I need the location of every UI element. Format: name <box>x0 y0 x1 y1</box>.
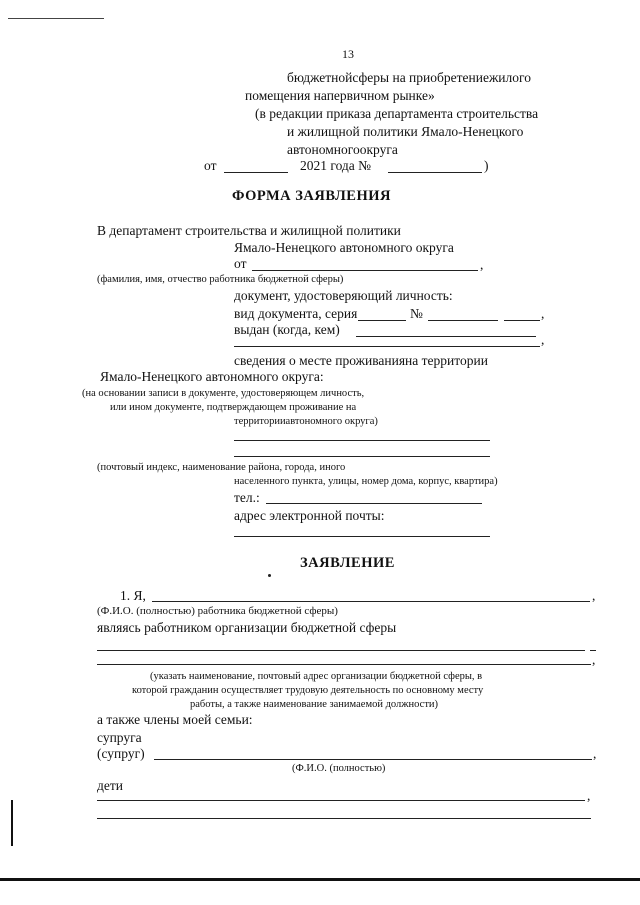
scan-top-line <box>8 18 104 19</box>
statement-title: ЗАЯВЛЕНИЕ <box>300 555 395 571</box>
residence-line-1: сведения о месте проживанияна территории <box>234 353 488 368</box>
spouse-blank[interactable] <box>154 759 592 760</box>
fio-comma: , <box>592 588 596 603</box>
family-text: а также члены моей семьи: <box>97 712 253 727</box>
doc-issued-comma: , <box>541 332 545 347</box>
residence-hint-1: (на основании записи в документе, удостоверяющем личность, <box>82 388 365 399</box>
from-comma: , <box>480 257 484 272</box>
email-blank[interactable] <box>234 536 490 537</box>
children-blank-1[interactable] <box>97 800 585 801</box>
addressee-line-2: Ямало-Ненецкого автономного округа <box>234 240 454 255</box>
header-date-prefix: от <box>204 158 217 173</box>
phone-label: тел.: <box>234 490 260 505</box>
children-blank-2[interactable] <box>97 818 591 819</box>
date-blank[interactable] <box>224 172 288 173</box>
header-line-3: (в редакции приказа департамента строительства <box>255 106 539 121</box>
form-title: ФОРМА ЗАЯВЛЕНИЯ <box>232 188 391 204</box>
fio-hint: (фамилия, имя, отчество работника бюджетной сферы) <box>97 274 344 285</box>
spouse-label-2: (супруг) <box>97 746 145 761</box>
scan-bottom-bar <box>0 878 640 881</box>
email-label: адрес электронной почты: <box>234 508 385 523</box>
postal-hint-1: (почтовый индекс, наименование района, города, иного <box>97 462 346 473</box>
doc-number-label: № <box>410 306 423 321</box>
children-comma: , <box>587 788 591 803</box>
doc-series-blank[interactable] <box>358 320 406 321</box>
order-number-blank[interactable] <box>388 172 482 173</box>
scan-dot <box>268 574 271 577</box>
from-label: от <box>234 256 247 271</box>
org-blank-1-tail[interactable] <box>590 650 596 651</box>
children-label: дети <box>97 778 123 793</box>
org-comma: , <box>592 652 596 667</box>
residence-line-2: Ямало-Ненецкого автономного округа: <box>100 369 324 384</box>
addressee-line-1: В департамент строительства и жилищной политики <box>97 223 401 238</box>
phone-blank[interactable] <box>266 503 482 504</box>
page-number: 13 <box>342 47 354 61</box>
org-hint-3: работы, а также наименование занимаемой должности) <box>190 699 439 710</box>
doc-number-blank[interactable] <box>428 320 498 321</box>
doc-number-blank-2[interactable] <box>504 320 540 321</box>
doc-issued-blank[interactable] <box>356 336 536 337</box>
doc-type-label: вид документа, серия <box>234 306 358 321</box>
residence-blank-2[interactable] <box>234 456 490 457</box>
scan-left-mark <box>11 800 13 846</box>
statement-fio-hint: (Ф.И.О. (полностью) работника бюджетной сферы) <box>97 605 338 617</box>
residence-hint-2: или ином документе, подтверждающем проживание на <box>110 402 357 413</box>
header-line-1: бюджетнойсферы на приобретениежилого <box>287 70 531 85</box>
item-1-label: 1. Я, <box>120 588 146 603</box>
doc-label: документ, удостоверяющий личность: <box>234 288 453 303</box>
fio-blank[interactable] <box>152 601 590 602</box>
header-date-close: ) <box>484 158 489 173</box>
spouse-label-1: супруга <box>97 730 142 745</box>
header-line-5: автономногоокруга <box>287 142 398 157</box>
residence-blank-1[interactable] <box>234 440 490 441</box>
spouse-hint: (Ф.И.О. (полностью) <box>292 763 386 774</box>
spouse-comma: , <box>593 746 597 761</box>
residence-hint-3: территорииавтономного округа) <box>234 416 378 427</box>
from-blank[interactable] <box>252 270 478 271</box>
org-hint-1: (указать наименование, почтовый адрес организации бюджетной сферы, в <box>150 671 483 682</box>
header-line-2: помещения напервичном рынке» <box>245 88 435 103</box>
doc-number-comma: , <box>541 306 545 321</box>
header-date-year: 2021 года № <box>300 158 372 173</box>
header-line-4: и жилищной политики Ямало-Ненецкого <box>287 124 524 139</box>
postal-hint-2: населенного пункта, улицы, номер дома, корпус, квартира) <box>234 476 498 487</box>
org-blank-2[interactable] <box>97 664 591 665</box>
doc-issued-label: выдан (когда, кем) <box>234 322 340 337</box>
doc-issued-blank-2[interactable] <box>234 346 540 347</box>
employee-text: являясь работником организации бюджетной сферы <box>97 620 397 635</box>
org-blank-1[interactable] <box>97 650 585 651</box>
org-hint-2: которой гражданин осуществляет трудовую деятельность по основному месту <box>132 685 484 696</box>
